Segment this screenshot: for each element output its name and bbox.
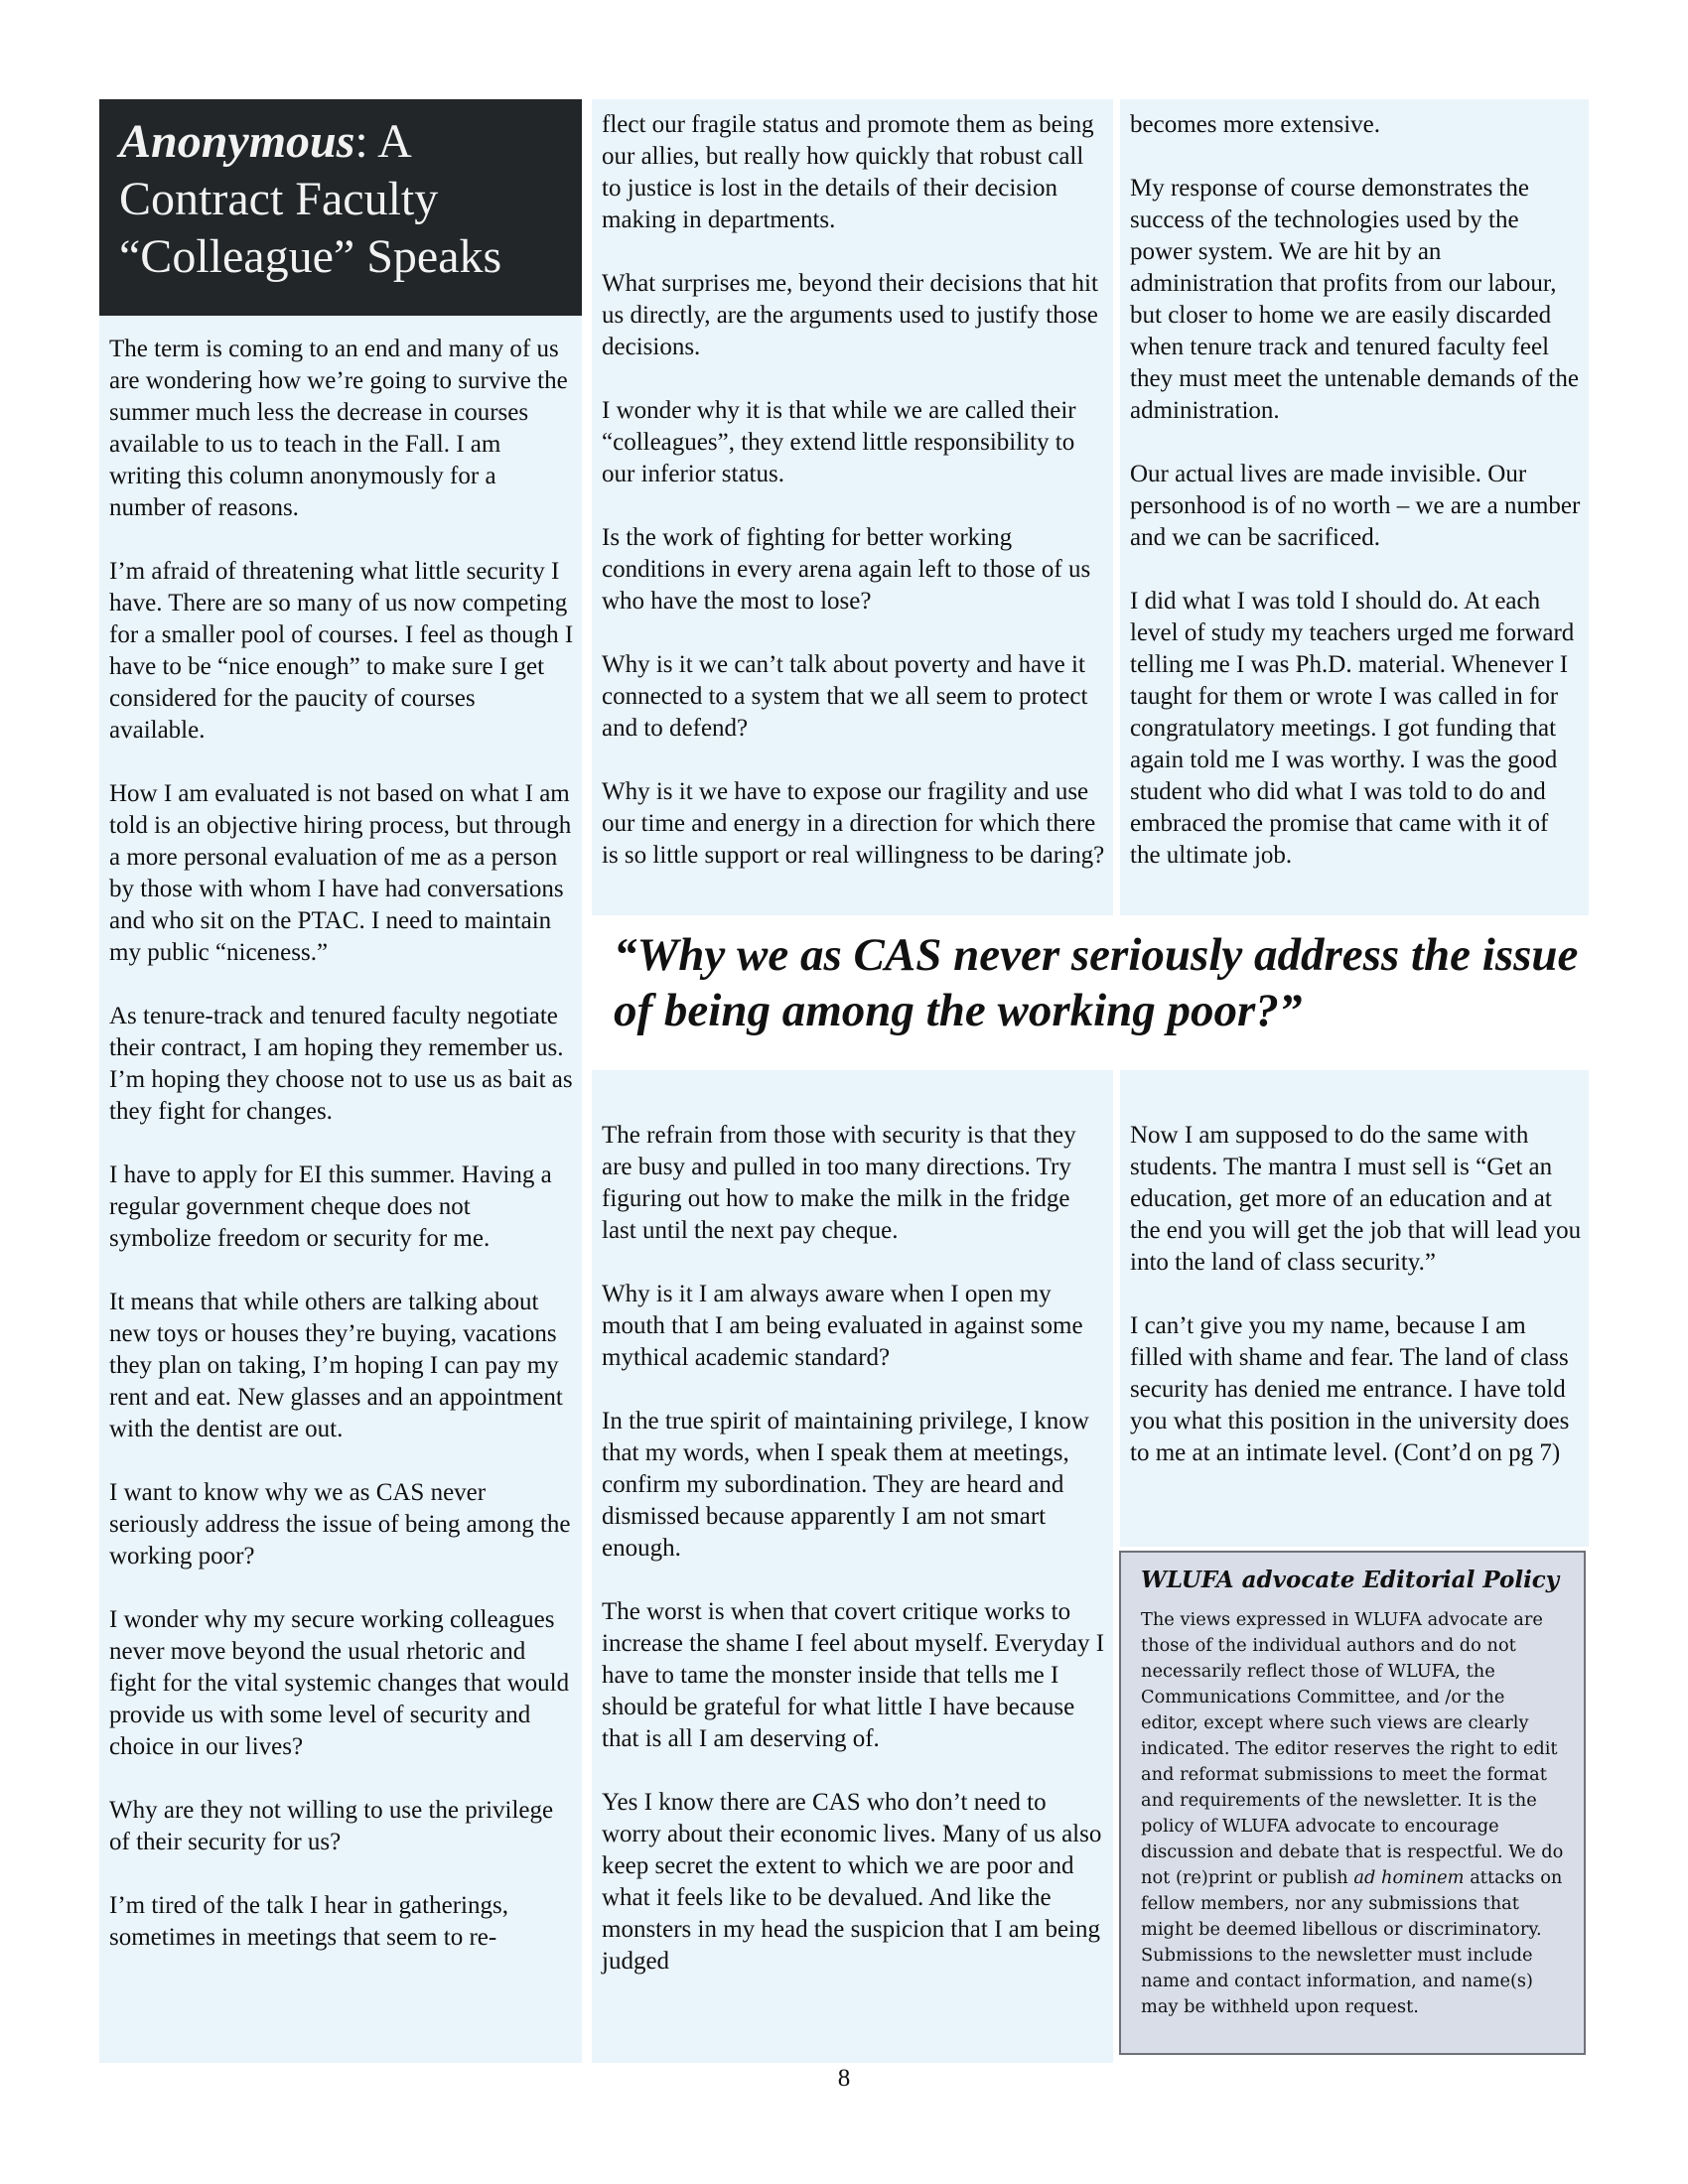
paragraph: In the true spirit of maintaining privilege, I know that my words, when I speak them at meetings, confirm my subordination. They are heard and dismissed because apparently I am not smart enough. xyxy=(602,1408,1089,1562)
policy-text-part: The views expressed in WLUFA advocate are those of the individual authors and do not necessarily reflect those of WLUFA, the Communications Committee, and /or the editor, except where such views are clearly indicated. The editor reserves the right to edit and reformat submissions to meet the format and requirements of the newsletter. It is the policy of WLUFA advocate to encourage discussion and debate that is respectful. We do not (re)print or publish xyxy=(1141,1609,1564,1888)
paragraph: I wonder why it is that while we are called their “colleagues”, they extend little responsibility to our inferior status. xyxy=(602,397,1076,487)
paragraph: I want to know why we as CAS never seriously address the issue of being among the working poor? xyxy=(109,1479,571,1570)
paragraph: My response of course demonstrates the success of the technologies used by the power system. We are hit by an administration that profits from our labour, but closer to home we are easily discarded when tenure track and tenured faculty feel they must meet the untenable demands of the administration. xyxy=(1130,175,1579,424)
title-rest: : A Contract Faculty “Colleague” Speaks xyxy=(119,115,502,283)
paragraph: What surprises me, beyond their decisions that hit us directly, are the arguments used to justify those decisions. xyxy=(602,270,1098,360)
article-column-3-bottom xyxy=(1120,1070,1589,1547)
paragraph: As tenure-track and tenured faculty negotiate their contract, I am hoping they remember us. I’m hoping they choose not to use us as bait as they fight for changes. xyxy=(109,1003,573,1125)
paragraph: Why is it I am always aware when I open my mouth that I am being evaluated in against some mythical academic standard? xyxy=(602,1281,1083,1371)
paragraph: I’m tired of the talk I hear in gatherings, sometimes in meetings that seem to re- xyxy=(109,1892,508,1951)
paragraph: I wonder why my secure working colleagues never move beyond the usual rhetoric and fight for the vital systemic changes that would provide us with some level of security and choice in our lives? xyxy=(109,1606,570,1760)
paragraph: Now I am supposed to do the same with students. The mantra I must sell is “Get an education, get more of an education and at the end you will get the job that will lead you into the land of class security.” xyxy=(1130,1122,1582,1276)
paragraph: I have to apply for EI this summer. Having a regular government cheque does not symbolize freedom or security for me. xyxy=(109,1161,552,1252)
pull-quote xyxy=(596,917,1589,1068)
paragraph: The worst is when that covert critique works to increase the shame I feel about myself. Everyday I have to tame the monster inside that tells me I should be grateful for what little I have because that is all I am deserving of. xyxy=(602,1598,1105,1752)
article-column-2-top xyxy=(592,99,1113,915)
paragraph: I can’t give you my name, because I am filled with shame and fear. The land of class security has denied me entrance. I have told you what this position in the university does to me at an intimate level. (Cont’d on pg 7) xyxy=(1130,1312,1570,1466)
paragraph: I’m afraid of threatening what little security I have. There are so many of us now competing for a smaller pool of courses. I feel as though I have to be “nice enough” to make sure I get considered for the paucity of courses available. xyxy=(109,558,574,744)
paragraph: flect our fragile status and promote them as being our allies, but really how quickly that robust call to justice is lost in the details of their decision making in departments. xyxy=(602,111,1094,233)
article-column-3-top xyxy=(1120,99,1589,915)
paragraph: How I am evaluated is not based on what I am told is an objective hiring process, but through a more personal evaluation of me as a person by those with whom I have had conversations and who sit on the PTAC. I need to maintain my public “niceness.” xyxy=(109,780,572,966)
page-number: 8 xyxy=(837,2065,851,2092)
editorial-policy-text xyxy=(1141,1607,1564,2020)
paragraph: Why is it we can’t talk about poverty and have it connected to a system that we all seem to protect and to defend? xyxy=(602,651,1088,742)
paragraph: It means that while others are talking about new toys or houses they’re buying, vacations they plan on taking, I’m hoping I can pay my rent and eat. New glasses and an appointment with the dentist are out. xyxy=(109,1289,563,1442)
paragraph: Our actual lives are made invisible. Our personhood is of no worth – we are a number and we can be sacrificed. xyxy=(1130,461,1581,551)
article-column-2-bottom xyxy=(592,1070,1113,2063)
paragraph: Yes I know there are CAS who don’t need to worry about their economic lives. Many of us also keep secret the extent to which we are poor and what it feels like to be devalued. And like the monsters in my head the suspicion that I am being judged xyxy=(602,1789,1102,1975)
article-title-box xyxy=(99,99,582,316)
paragraph: I did what I was told I should do. At each level of study my teachers urged me forward telling me I was Ph.D. material. Whenever I taught for them or wrote I was called in for congratulatory meetings. I got funding that again told me I was worthy. I was the good student who did what I was told to do and embraced the promise that came with it of the ultimate job. xyxy=(1130,588,1575,869)
editorial-policy-box xyxy=(1119,1551,1586,2055)
paragraph: The refrain from those with security is that they are busy and pulled in too many directions. Try figuring out how to make the milk in the fridge last until the next pay cheque. xyxy=(602,1122,1076,1244)
editorial-policy-heading: WLUFA advocate Editorial Policy xyxy=(1141,1567,1560,1593)
paragraph: Why is it we have to expose our fragility and use our time and energy in a direction for which there is so little support or real willingness to be daring? xyxy=(602,778,1105,869)
paragraph: becomes more extensive. xyxy=(1130,111,1380,138)
paragraph: The term is coming to an end and many of us are wondering how we’re going to survive the summer much less the decrease in courses available to us to teach in the Fall. I am writing this column anonymously for a number of reasons. xyxy=(109,336,568,521)
title-anonymous: Anonymous xyxy=(119,115,355,168)
policy-italic-term: ad hominem xyxy=(1353,1867,1465,1888)
article-title xyxy=(119,113,562,286)
column-1-text xyxy=(109,334,576,1954)
article-column-1 xyxy=(99,99,582,2063)
policy-text-part: attacks on fellow members, nor any submissions that might be deemed libellous or discriminatory. Submissions to the newsletter must include name and contact information, and name(s) may be withheld upon request. xyxy=(1141,1867,1563,2017)
paragraph: Is the work of fighting for better working conditions in every arena again left to those of us who have the most to lose? xyxy=(602,524,1091,614)
pull-quote-text: “Why we as CAS never seriously address the issue of being among the working poor?” xyxy=(614,929,1579,1036)
paragraph: Why are they not willing to use the privilege of their security for us? xyxy=(109,1797,554,1855)
